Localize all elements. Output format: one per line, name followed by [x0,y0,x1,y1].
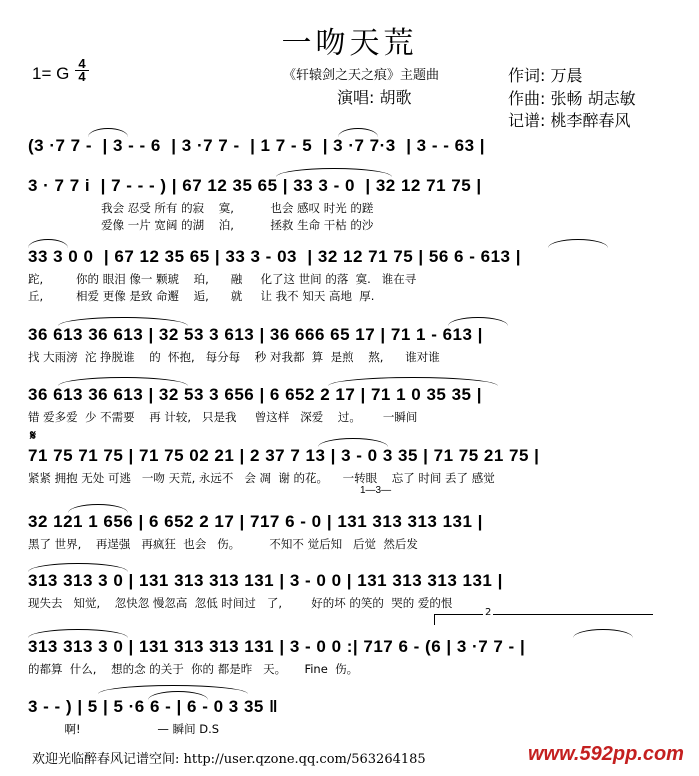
notation-line: 313 313 3 0 | 131 313 313 131 | 3 - 0 0 | 131 313 313 131 | [28,571,503,590]
composer-credit: 作曲: 张畅 胡志敏 [508,89,636,108]
lyrics-line-2: 丘, 相爱 更像 是致 命邂 逅, 就 让 我不 知天 高地 厚. [28,289,386,303]
notation-line: 3 · 7 7 i | 7 - - - ) | 67 12 35 65 | 33 3 - 0 | 32 12 71 75 | [28,176,482,195]
footer-note: 欢迎光临醉春风记谱空间: http://user.qzone.qq.com/563264185 [32,752,426,767]
tuplet-marker: 1—3— [360,485,392,496]
lyrics-line-1: 现失去 知觉, 忽快忽 慢忽高 忽低 时间过 了, 好的坏 的笑的 哭的 爱的恨 [28,596,453,610]
lyricist-credit: 作词: 万晨 [508,66,583,85]
transcriber-credit: 记谱: 桃李醉春风 [508,111,631,130]
song-title: 一吻天荒 [281,26,418,61]
notation-line: 3 - - ) | 5 | 5 ·6 6 - | 6 - 0 3 35 ‖ [28,697,279,716]
singer-credit: 演唱: 胡歌 [337,88,412,107]
lyrics-line-1: 的都算 什么, 想的念 的关于 你的 都是昨 天。 Fine 伤。 [28,662,359,676]
notation-line: (3 ·7 7 - | 3 - - 6 | 3 ·7 7 - | 1 7 - 5 | 3 ·7 7·3 | 3 - - 63 | [28,136,486,155]
time-signature-bottom: 4 [75,70,89,83]
site-watermark: www.592pp.com [528,743,684,765]
key-signature: 1= G [32,64,70,83]
lyrics-line-1: 紧紧 拥抱 无处 可逃 一吻 天荒, 永远不 会 凋 谢 的花。 一转眼 忘了 时间 丢了 感觉 [28,471,495,485]
notation-line: 32 121 1 656 | 6 652 2 17 | 717 6 - 0 | 131 313 313 131 | [28,512,483,531]
lyrics-line-1: 错 爱多爱 少 不需要 再 计较, 只是我 曾这样 深爱 过。 一瞬间 [28,410,418,424]
lyrics-line-1: 找 大雨滂 沱 挣脱谁 的 怀抱, 每分每 秒 对我都 算 是煎 熬, 谁对谁 [28,350,440,364]
segno-sign: 𝄋 [30,428,37,444]
lyrics-line-2: 爱像 一片 宽阔 的湖 泊, 拯救 生命 干枯 的沙 [28,218,374,232]
volta-bracket [434,607,653,625]
time-signature [75,58,89,83]
lyrics-line-1: 黑了 世界, 再逞强 再疯狂 也会 伤。 不知不 觉后知 后觉 然后发 [28,537,418,551]
lyrics-line-1: 我会 忍受 所有 的寂 寞, 也会 感叹 时光 的蹉 [28,201,374,215]
lyrics-line-1: 跎, 你的 眼泪 像一 颗琥 珀, 融 化了这 世间 的落 寞. 谁在寻 [28,272,417,286]
time-signature-top: 4 [78,56,86,71]
volta-number: 2 [485,607,492,618]
notation-line: 71 75 71 75 | 71 75 02 21 | 2 37 7 13 | 3 - 0 3 35 | 71 75 21 75 | [28,446,540,465]
notation-line: 33 3 0 0 | 67 12 35 65 | 33 3 - 03 | 32 12 71 75 | 56 6 - 613 | [28,247,521,266]
notation-line: 313 313 3 0 | 131 313 313 131 | 3 - 0 0 :| 717 6 - (6 | 3 ·7 7 - | [28,637,526,656]
notation-line: 36 613 36 613 | 32 53 3 613 | 36 666 65 17 | 71 1 - 613 | [28,325,483,344]
lyrics-line-1: 啊! — 瞬间 D.S [28,722,220,736]
notation-line: 36 613 36 613 | 32 53 3 656 | 6 652 2 17 | 71 1 0 35 35 | [28,385,482,404]
song-subtitle: 《轩辕剑之天之痕》主题曲 [283,68,440,83]
